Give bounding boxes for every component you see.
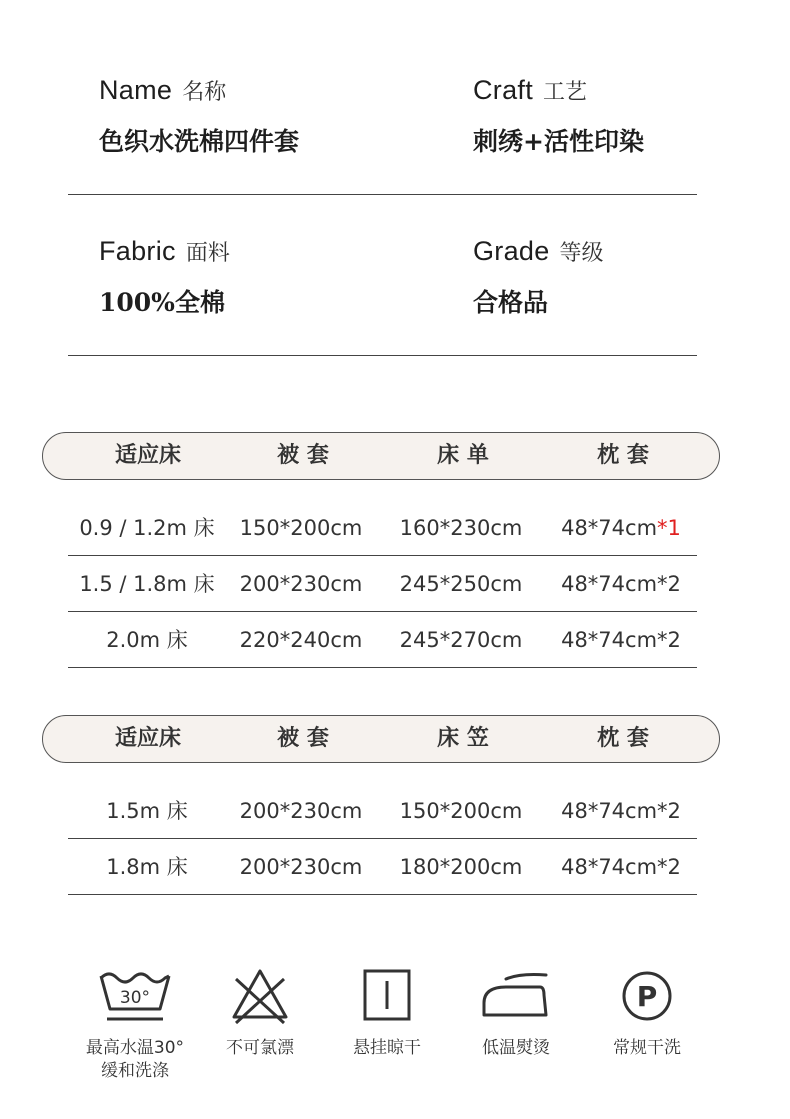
fabric-cn-label: 面料 bbox=[185, 240, 230, 265]
craft-cn-label: 工艺 bbox=[543, 79, 588, 104]
wash-30-icon bbox=[95, 965, 175, 1025]
header-pillow: 枕 套 bbox=[597, 443, 649, 468]
craft-field bbox=[473, 75, 644, 158]
wash-temp-text: 30° bbox=[119, 988, 151, 1008]
fabric-value: 100%全棉 bbox=[99, 288, 225, 317]
cell-duvet: 200*230cm bbox=[239, 799, 363, 823]
care-no-bleach bbox=[195, 965, 325, 1060]
care-iron-label: 低温熨烫 bbox=[482, 1038, 550, 1058]
size-table-2-header bbox=[42, 715, 720, 763]
header-bed: 适应床 bbox=[114, 726, 181, 751]
pillow-size: 48*74cm bbox=[561, 628, 658, 652]
cell-bed: 1.5m 床 bbox=[106, 799, 188, 823]
cell-sheet: 245*270cm bbox=[399, 628, 523, 652]
cell-duvet: 150*200cm bbox=[239, 516, 363, 540]
dry-clean-letter: P bbox=[636, 980, 658, 1013]
pillow-size: 48*74cm bbox=[561, 572, 658, 596]
care-iron bbox=[451, 965, 581, 1060]
header-duvet: 被 套 bbox=[277, 443, 329, 468]
table-row bbox=[68, 612, 697, 668]
no-bleach-icon bbox=[220, 965, 300, 1025]
cell-sheet: 245*250cm bbox=[399, 572, 523, 596]
cell-duvet: 220*240cm bbox=[239, 628, 363, 652]
table-row bbox=[68, 839, 697, 895]
cell-duvet: 200*230cm bbox=[239, 572, 363, 596]
cell-fitted: 150*200cm bbox=[399, 799, 523, 823]
name-cn-label: 名称 bbox=[182, 79, 227, 104]
cell-duvet: 200*230cm bbox=[239, 855, 363, 879]
care-wash-label bbox=[70, 1037, 200, 1083]
divider bbox=[68, 355, 697, 356]
care-dry-clean-label: 常规干洗 bbox=[613, 1038, 681, 1058]
name-value: 色织水洗棉四件套 bbox=[99, 127, 300, 156]
care-no-bleach-label: 不可氯漂 bbox=[226, 1038, 294, 1058]
grade-field bbox=[473, 236, 604, 319]
cell-pillow bbox=[546, 500, 696, 556]
grade-en-label: Grade bbox=[473, 236, 550, 266]
header-bed: 适应床 bbox=[114, 443, 181, 468]
cell-bed: 0.9 / 1.2m 床 bbox=[79, 516, 215, 540]
pillow-qty: *2 bbox=[657, 628, 681, 652]
grade-cn-label: 等级 bbox=[559, 240, 604, 265]
row-divider bbox=[68, 894, 697, 895]
header-duvet: 被 套 bbox=[277, 726, 329, 751]
fabric-field bbox=[99, 236, 230, 319]
pillow-qty: *1 bbox=[657, 516, 681, 540]
care-wash-label-line2: 缓和洗涤 bbox=[101, 1061, 169, 1081]
cell-pillow: 48*74cm*2 bbox=[561, 855, 681, 879]
cell-fitted: 180*200cm bbox=[399, 855, 523, 879]
care-hang-dry-label: 悬挂晾干 bbox=[353, 1038, 421, 1058]
pillow-size: 48*74cm bbox=[561, 516, 658, 540]
iron-low-icon bbox=[476, 965, 556, 1025]
care-dry-clean bbox=[582, 965, 712, 1060]
care-wash-label-line1: 最高水温30° bbox=[85, 1038, 185, 1058]
name-field bbox=[99, 75, 299, 158]
size-table-1-header bbox=[42, 432, 720, 480]
hang-dry-icon bbox=[347, 965, 427, 1025]
cell-sheet: 160*230cm bbox=[399, 516, 523, 540]
craft-en-label: Craft bbox=[473, 75, 534, 105]
cell-pillow bbox=[546, 612, 696, 668]
craft-value: 刺绣+活性印染 bbox=[473, 127, 644, 156]
name-en-label: Name bbox=[99, 75, 173, 105]
cell-bed: 1.8m 床 bbox=[106, 855, 188, 879]
table-row bbox=[68, 500, 697, 556]
divider bbox=[68, 194, 697, 195]
row-divider bbox=[68, 667, 697, 668]
care-wash bbox=[70, 965, 200, 1083]
cell-bed: 2.0m 床 bbox=[106, 628, 188, 652]
dry-clean-p-icon bbox=[607, 965, 687, 1025]
header-sheet: 床 单 bbox=[437, 443, 489, 468]
table-row bbox=[68, 556, 697, 612]
cell-pillow bbox=[546, 556, 696, 612]
fabric-en-label: Fabric bbox=[99, 236, 176, 266]
header-fitted-sheet: 床 笠 bbox=[437, 726, 489, 751]
cell-bed: 1.5 / 1.8m 床 bbox=[79, 572, 215, 596]
cell-pillow: 48*74cm*2 bbox=[561, 799, 681, 823]
care-hang-dry bbox=[322, 965, 452, 1060]
grade-value: 合格品 bbox=[473, 288, 549, 317]
pillow-qty: *2 bbox=[657, 572, 681, 596]
table-row bbox=[68, 783, 697, 839]
header-pillow: 枕 套 bbox=[597, 726, 649, 751]
